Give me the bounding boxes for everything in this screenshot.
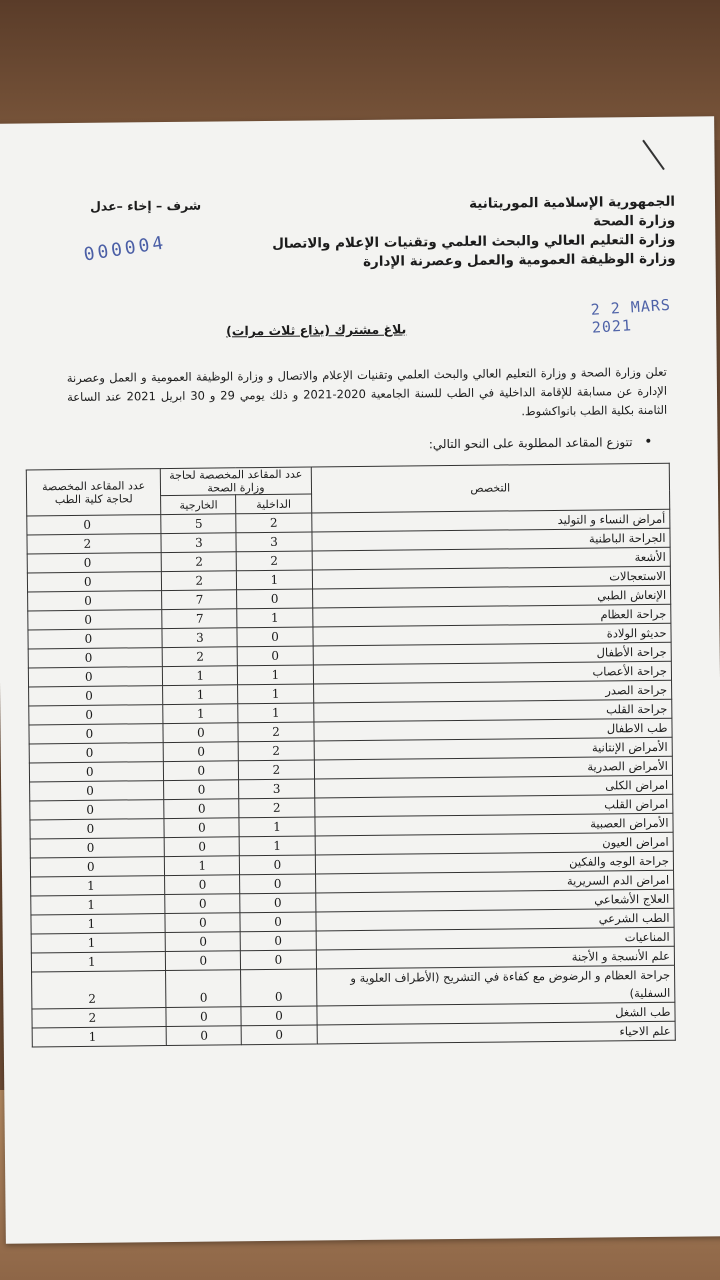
external-seats-cell: 3 xyxy=(162,628,237,648)
faculty-seats-cell: 0 xyxy=(29,762,164,782)
internal-seats-cell: 1 xyxy=(238,665,313,685)
external-seats-cell: 7 xyxy=(162,609,237,629)
specialty-cell: طب الشغل xyxy=(316,1002,675,1025)
specialty-cell: الأمراض الإنتانية xyxy=(314,737,673,760)
faculty-seats-cell: 0 xyxy=(30,819,165,839)
specialty-cell: المناعيات xyxy=(316,927,675,950)
internal-seats-cell: 1 xyxy=(239,817,314,837)
specialty-cell: الإنعاش الطبي xyxy=(312,585,671,608)
faculty-seats-cell: 0 xyxy=(30,838,165,858)
external-seats-cell: 0 xyxy=(166,1007,241,1027)
specialty-cell: جراحة الصدر xyxy=(313,680,672,703)
external-seats-cell: 0 xyxy=(164,780,239,800)
faculty-seats-cell: 0 xyxy=(28,591,163,611)
external-seats-cell: 3 xyxy=(161,533,236,553)
specialty-cell: الأمراض الصدرية xyxy=(314,756,673,779)
internal-seats-cell: 0 xyxy=(241,1006,316,1026)
external-seats-cell: 2 xyxy=(162,571,237,591)
external-seats-cell: 0 xyxy=(166,951,241,971)
internal-seats-cell: 0 xyxy=(240,912,315,932)
specialty-cell: امراض الدم السريرية xyxy=(315,870,674,893)
internal-seats-cell: 0 xyxy=(241,969,316,1007)
external-seats-cell: 1 xyxy=(163,666,238,686)
internal-seats-cell: 2 xyxy=(238,722,313,742)
specialty-cell: امراض العيون xyxy=(315,832,674,855)
internal-seats-cell: 0 xyxy=(242,1025,317,1045)
ministry-health: وزارة الصحة xyxy=(592,212,676,230)
external-seats-cell: 1 xyxy=(163,704,238,724)
faculty-seats-cell: 0 xyxy=(29,743,164,763)
external-seats-cell: 0 xyxy=(165,894,240,914)
external-seats-cell: 5 xyxy=(161,514,236,534)
external-seats-cell: 2 xyxy=(162,647,237,667)
internal-seats-cell: 2 xyxy=(237,551,312,571)
internal-seats-cell: 0 xyxy=(238,646,313,666)
faculty-seats-cell: 0 xyxy=(28,610,163,630)
faculty-seats-cell: 2 xyxy=(32,971,167,1009)
specialty-cell: علم الأنسجة و الأجنة xyxy=(316,946,675,969)
distribution-note: • تتوزع المقاعد المطلوبة على النحو التالي: xyxy=(429,435,633,451)
faculty-seats-cell: 0 xyxy=(30,857,165,877)
header-external: الخارجية xyxy=(161,495,236,515)
internal-seats-cell: 1 xyxy=(238,703,313,723)
internal-seats-cell: 2 xyxy=(236,513,311,533)
internal-seats-cell: 1 xyxy=(238,684,313,704)
specialty-cell: أمراض النساء و التوليد xyxy=(311,509,670,532)
header-faculty-seats: عدد المقاعد المخصصة لحاجة كلية الطب xyxy=(26,469,161,516)
internal-seats-cell: 0 xyxy=(237,589,312,609)
external-seats-cell: 1 xyxy=(163,685,238,705)
external-seats-cell: 0 xyxy=(164,761,239,781)
pen-mark xyxy=(642,140,665,170)
faculty-seats-cell: 1 xyxy=(31,933,166,953)
ministry-public-service: وزارة الوظيفة العمومية والعمل وعصرنة الإدارة xyxy=(362,250,676,270)
specialty-cell: الجراحة الباطنية xyxy=(311,528,670,551)
specialty-cell: علم الاحياء xyxy=(317,1021,676,1044)
letterhead xyxy=(272,193,676,273)
header-specialty: التخصص xyxy=(311,463,670,513)
stamp-number: 000004 xyxy=(82,232,168,266)
internal-seats-cell: 1 xyxy=(240,836,315,856)
external-seats-cell: 7 xyxy=(162,590,237,610)
specialty-cell: حديثو الولادة xyxy=(312,623,671,646)
faculty-seats-cell: 1 xyxy=(31,895,166,915)
external-seats-cell: 0 xyxy=(166,1026,241,1046)
faculty-seats-cell: 1 xyxy=(31,914,166,934)
specialty-cell: امراض القلب xyxy=(314,794,673,817)
document-page xyxy=(0,116,720,1243)
faculty-seats-cell: 1 xyxy=(31,952,166,972)
specialty-cell: جراحة القلب xyxy=(313,699,672,722)
header-internal: الداخلية xyxy=(236,494,311,514)
internal-seats-cell: 0 xyxy=(240,893,315,913)
specialty-cell: الطب الشرعي xyxy=(315,908,674,931)
faculty-seats-cell: 0 xyxy=(30,781,165,801)
external-seats-cell: 0 xyxy=(164,799,239,819)
external-seats-cell: 0 xyxy=(165,913,240,933)
faculty-seats-cell: 0 xyxy=(29,724,164,744)
external-seats-cell: 0 xyxy=(164,818,239,838)
specialty-cell: العلاج الأشعاعي xyxy=(315,889,674,912)
faculty-seats-cell: 1 xyxy=(31,876,166,896)
ministry-higher-education: وزارة التعليم العالي والبحث العلمي وتقنيات الإعلام والاتصال xyxy=(272,231,676,252)
faculty-seats-cell: 0 xyxy=(27,515,162,535)
internal-seats-cell: 3 xyxy=(236,532,311,552)
stamp-date: 2 2 MARS 2021 xyxy=(590,295,672,337)
faculty-seats-cell: 2 xyxy=(27,534,162,554)
internal-seats-cell: 3 xyxy=(239,779,314,799)
faculty-seats-cell: 0 xyxy=(28,648,163,668)
internal-seats-cell: 0 xyxy=(241,931,316,951)
external-seats-cell: 0 xyxy=(165,875,240,895)
external-seats-cell: 0 xyxy=(163,723,238,743)
specialty-cell: جراحة الأعصاب xyxy=(313,661,672,684)
external-seats-cell: 0 xyxy=(166,970,241,1008)
faculty-seats-cell: 0 xyxy=(29,705,164,725)
specialty-cell: طب الاطفال xyxy=(313,718,672,741)
faculty-seats-cell: 0 xyxy=(27,553,162,573)
document-title: بلاغ مشترك (يذاع ثلاث مرات) xyxy=(226,321,407,339)
specialty-cell: جراحة الأطفال xyxy=(313,642,672,665)
specialty-cell: الأشعة xyxy=(312,547,671,570)
internal-seats-cell: 0 xyxy=(240,874,315,894)
external-seats-cell: 0 xyxy=(163,742,238,762)
specialty-cell: جراحة العظام و الرضوض مع كفاءة في التشريح (الأطراف العلوية و السفلية) xyxy=(316,965,675,1006)
external-seats-cell: 1 xyxy=(165,856,240,876)
specialty-cell: جراحة الوجه والفكين xyxy=(315,851,674,874)
republic-name: الجمهورية الإسلامية الموريتانية xyxy=(468,193,676,212)
seats-table xyxy=(26,463,676,1048)
header-ministry-seats: عدد المقاعد المخصصة لحاجة وزارة الصحة xyxy=(161,467,311,496)
national-motto: شرف – إخاء –عدل xyxy=(89,197,202,214)
specialty-cell: امراض الكلى xyxy=(314,775,673,798)
faculty-seats-cell: 0 xyxy=(28,667,163,687)
specialty-cell: جراحة العظام xyxy=(312,604,671,627)
internal-seats-cell: 2 xyxy=(239,741,314,761)
internal-seats-cell: 1 xyxy=(237,608,312,628)
faculty-seats-cell: 0 xyxy=(28,629,163,649)
internal-seats-cell: 0 xyxy=(237,627,312,647)
external-seats-cell: 2 xyxy=(161,552,236,572)
faculty-seats-cell: 0 xyxy=(30,800,165,820)
internal-seats-cell: 0 xyxy=(240,855,315,875)
external-seats-cell: 0 xyxy=(164,837,239,857)
faculty-seats-cell: 2 xyxy=(32,1008,167,1028)
faculty-seats-cell: 1 xyxy=(32,1027,167,1047)
internal-seats-cell: 1 xyxy=(237,570,312,590)
internal-seats-cell: 2 xyxy=(239,760,314,780)
internal-seats-cell: 2 xyxy=(239,798,314,818)
internal-seats-cell: 0 xyxy=(241,950,316,970)
external-seats-cell: 0 xyxy=(165,932,240,952)
intro-paragraph: تعلن وزارة الصحة و وزارة التعليم العالي والبحث العلمي وتقنيات الإعلام والاتصال و وزارة الوظيفة العمومية و العمل وعصرنة الإدارة عن مسابقة للإقامة الداخلية في الطب للسنة الجامعية 2020-2021 و ذلك يومي 29 و 30 ابريل 2021 عند الساعة الثامنة بكلية الطب بانواكشوط. xyxy=(66,364,668,419)
faculty-seats-cell: 0 xyxy=(27,572,162,592)
faculty-seats-cell: 0 xyxy=(29,686,164,706)
specialty-cell: الأمراض العصبية xyxy=(314,813,673,836)
specialty-cell: الاستعجالات xyxy=(312,566,671,589)
